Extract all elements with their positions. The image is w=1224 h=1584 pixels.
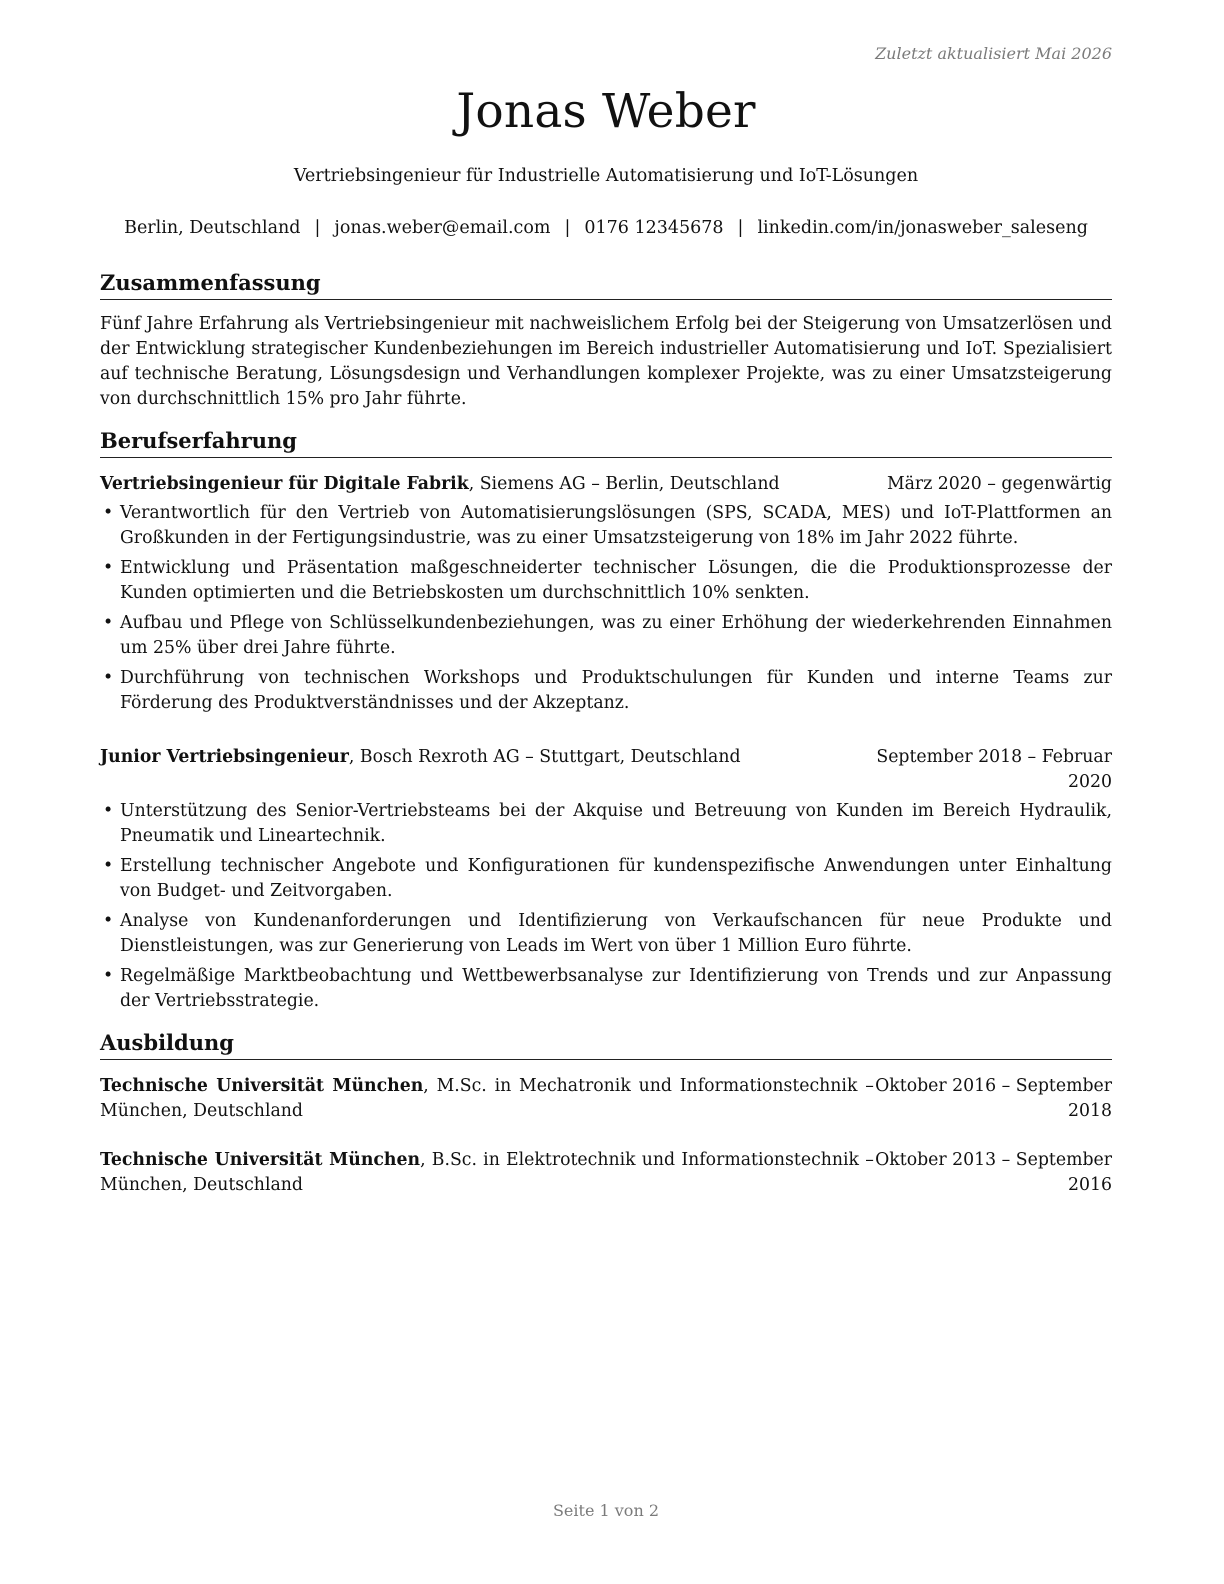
page-number: Seite 1 von 2 bbox=[552, 1501, 660, 1520]
education-school: Technische Universität München bbox=[100, 1076, 424, 1096]
bullet-icon: • bbox=[103, 801, 114, 821]
bullet-icon: • bbox=[103, 911, 114, 931]
job-role: Junior Vertriebsingenieur bbox=[100, 747, 349, 767]
education-school: Technische Universität München bbox=[100, 1150, 421, 1170]
list-item bbox=[100, 909, 1112, 959]
candidate-name: Jonas Weber bbox=[456, 84, 756, 139]
bullet-icon: • bbox=[103, 966, 114, 986]
summary-text: Fünf Jahre Erfahrung als Vertriebsingenieur mit nachweislichem Erfolg bei der Steigerung von Umsatzerlösen und der Entwicklung strategischer Kundenbeziehungen im Bereich industrieller Automatisierung und IoT. Spezialisiert auf technische Beratung, Lösungsdesign und Verhandlungen komplexer Projekte, was zu einer Umsatzsteigerung von durchschnittlich 15% pro Jahr führte. bbox=[100, 314, 1112, 409]
contact-separator: | bbox=[314, 218, 321, 238]
job-dates: März 2020 – gegenwärtig bbox=[886, 474, 1112, 494]
job-bullets bbox=[100, 501, 1112, 716]
bullet-icon: • bbox=[103, 668, 114, 688]
resume-body bbox=[100, 268, 1112, 1198]
education-detail: , M.Sc. in Mechatronik und Informationstechnik – München, Deutschland bbox=[100, 1076, 874, 1121]
job-header bbox=[100, 745, 1112, 795]
job-heading bbox=[100, 472, 879, 497]
bullet-text: Durchführung von technischen Workshops und Produktschulungen für Kunden und interne Teams zur Förderung des Produktverständnisses und der Akzeptanz. bbox=[120, 668, 1112, 713]
resume-page bbox=[100, 0, 1112, 1584]
education-detail: , B.Sc. in Elektrotechnik und Informationstechnik – München, Deutschland bbox=[100, 1150, 874, 1195]
education-dates: Oktober 2013 – September 2016 bbox=[875, 1150, 1112, 1195]
bullet-text: Aufbau und Pflege von Schlüsselkundenbeziehungen, was zu einer Erhöhung der wiederkehrenden Einnahmen um 25% über drei Jahre führte. bbox=[120, 613, 1112, 658]
bullet-text: Unterstützung des Senior-Vertriebsteams bei der Akquise und Betreuung von Kunden im Bereich Hydraulik, Pneumatik und Lineartechnik. bbox=[120, 801, 1112, 846]
contact-separator: | bbox=[564, 218, 571, 238]
job-entry bbox=[100, 472, 1112, 716]
job-dates: September 2018 – Februar 2020 bbox=[876, 747, 1112, 792]
bullet-icon: • bbox=[103, 503, 114, 523]
list-item bbox=[100, 854, 1112, 904]
job-header bbox=[100, 472, 1112, 497]
education-entry bbox=[100, 1074, 1112, 1124]
list-item bbox=[100, 501, 1112, 551]
bullet-text: Entwicklung und Präsentation maßgeschneiderter technischer Lösungen, die die Produktionsprozesse der Kunden optimierten und die Betriebskosten um durchschnittlich 10% senkten. bbox=[120, 558, 1112, 603]
education-dates: Oktober 2016 – September 2018 bbox=[875, 1076, 1112, 1121]
contact-phone[interactable]: 0176 12345678 bbox=[584, 218, 724, 238]
list-item bbox=[100, 556, 1112, 606]
section-title-experience: Berufserfahrung bbox=[100, 426, 1112, 458]
bullet-icon: • bbox=[103, 558, 114, 578]
bullet-icon: • bbox=[103, 856, 114, 876]
job-company: , Bosch Rexroth AG – Stuttgart, Deutschland bbox=[348, 747, 741, 767]
section-title-summary: Zusammenfassung bbox=[100, 268, 1112, 300]
bullet-text: Erstellung technischer Angebote und Konfigurationen für kundenspezifische Anwendungen unter Einhaltung von Budget- und Zeitvorgaben. bbox=[120, 856, 1112, 901]
bullet-text: Verantwortlich für den Vertrieb von Automatisierungslösungen (SPS, SCADA, MES) und IoT-Plattformen an Großkunden in der Fertigungsindustrie, was zu einer Umsatzsteigerung von 18% im Jahr 2022 führte. bbox=[120, 503, 1112, 548]
job-role: Vertriebsingenieur für Digitale Fabrik bbox=[100, 474, 469, 494]
section-title-education: Ausbildung bbox=[100, 1028, 1112, 1060]
last-updated-note: Zuletzt aktualisiert Mai 2026 bbox=[875, 44, 1112, 63]
education-entry bbox=[100, 1148, 1112, 1198]
list-item bbox=[100, 666, 1112, 716]
education-heading bbox=[100, 1148, 874, 1198]
list-item bbox=[100, 799, 1112, 849]
list-item bbox=[100, 964, 1112, 1014]
job-entry bbox=[100, 745, 1112, 1014]
contact-email[interactable]: jonas.weber@email.com bbox=[334, 218, 551, 238]
contact-separator: | bbox=[737, 218, 744, 238]
contact-linkedin[interactable]: linkedin.com/in/jonasweber_saleseng bbox=[757, 218, 1088, 238]
bullet-text: Regelmäßige Marktbeobachtung und Wettbewerbsanalyse zur Identifizierung von Trends und zur Anpassung der Vertriebsstrategie. bbox=[120, 966, 1112, 1011]
job-bullets bbox=[100, 799, 1112, 1014]
bullet-icon: • bbox=[103, 613, 114, 633]
contact-location: Berlin, Deutschland bbox=[124, 218, 301, 238]
list-item bbox=[100, 611, 1112, 661]
job-heading bbox=[100, 745, 864, 770]
education-heading bbox=[100, 1074, 874, 1124]
bullet-text: Analyse von Kundenanforderungen und Identifizierung von Verkaufschancen für neue Produkte und Dienstleistungen, was zur Generierung von Leads im Wert von über 1 Million Euro führte. bbox=[120, 911, 1112, 956]
job-company: , Siemens AG – Berlin, Deutschland bbox=[468, 474, 780, 494]
contact-line bbox=[100, 218, 1112, 238]
candidate-subtitle: Vertriebsingenieur für Industrielle Automatisierung und IoT-Lösungen bbox=[293, 166, 919, 186]
